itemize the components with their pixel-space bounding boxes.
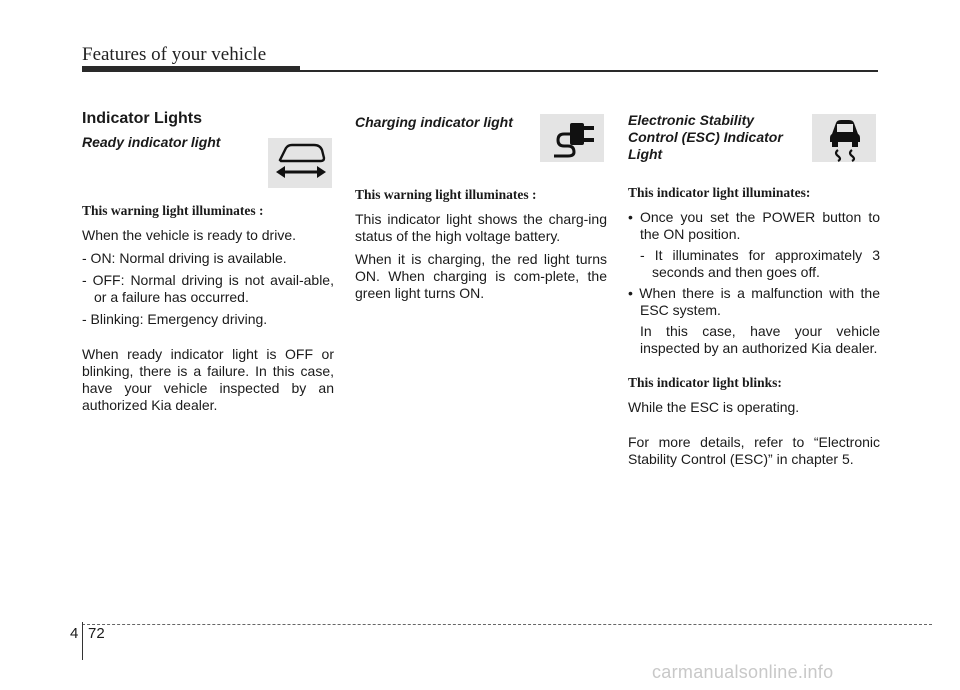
ready-intro: When the vehicle is ready to drive.: [82, 227, 296, 243]
chapter-number: 4: [70, 625, 79, 642]
ready-indicator-icon-box: [268, 138, 332, 188]
watermark-text: carmanualsonline.info: [652, 662, 834, 682]
footer-dashed-rule: [82, 624, 932, 625]
esc-indicator-section: [628, 110, 880, 474]
ready-car-arrow-icon: [268, 138, 332, 188]
illuminates-heading: This warning light illuminates :: [355, 187, 537, 202]
header-bar: [82, 66, 300, 72]
illuminates-heading: This warning light illuminates :: [82, 203, 264, 218]
blinks-heading: This indicator light blinks:: [628, 375, 782, 390]
charging-indicator-subtitle: Charging indicator light: [355, 114, 513, 130]
list-item: - OFF: Normal driving is not avail-able, or a failure has occurred.: [82, 272, 334, 305]
esc-subtitle-line-2: Control (ESC) Indicator: [628, 129, 783, 145]
esc-indicator-icon-box: [812, 114, 876, 162]
list-item: • When there is a malfunction with the ESC system.: [628, 285, 880, 318]
charging-indicator-icon-box: [540, 114, 604, 162]
page-header-title: Features of your vehicle: [82, 44, 267, 65]
illuminates-heading: This indicator light illuminates:: [628, 185, 811, 200]
footer-divider: [82, 622, 83, 660]
list-item: - Blinking: Emergency driving.: [82, 311, 268, 327]
section-title: Indicator Lights: [82, 110, 202, 127]
list-item: • Once you set the POWER button to the ON position.: [628, 209, 880, 242]
esc-subtitle-line-3: Light: [628, 146, 663, 162]
ready-failure-paragraph: When ready indicator light is OFF or blinking, there is a failure. In this case, have your vehicle inspected by an authorized Kia dealer.: [82, 346, 334, 413]
charging-status-paragraph: This indicator light shows the charg-ing status of the high voltage battery.: [355, 211, 607, 244]
header-rule: [300, 70, 878, 72]
ready-indicator-subtitle: Ready indicator light: [82, 134, 221, 150]
esc-skid-car-icon: [812, 114, 876, 162]
esc-inspect-paragraph: In this case, have your vehicle inspected by an authorized Kia dealer.: [640, 323, 880, 356]
list-item: - ON: Normal driving is available.: [82, 250, 287, 266]
esc-subtitle-line-1: Electronic Stability: [628, 112, 755, 128]
charging-color-paragraph: When it is charging, the red light turns ON. When charging is com-plete, the green light turns ON.: [355, 251, 607, 301]
list-item: - It illuminates for approximately 3 seconds and then goes off.: [640, 247, 880, 280]
more-details-paragraph: For more details, refer to “Electronic Stability Control (ESC)” in chapter 5.: [628, 434, 880, 467]
page-number: 72: [88, 625, 105, 642]
blinks-text: While the ESC is operating.: [628, 399, 800, 415]
charging-plug-icon: [540, 114, 604, 162]
